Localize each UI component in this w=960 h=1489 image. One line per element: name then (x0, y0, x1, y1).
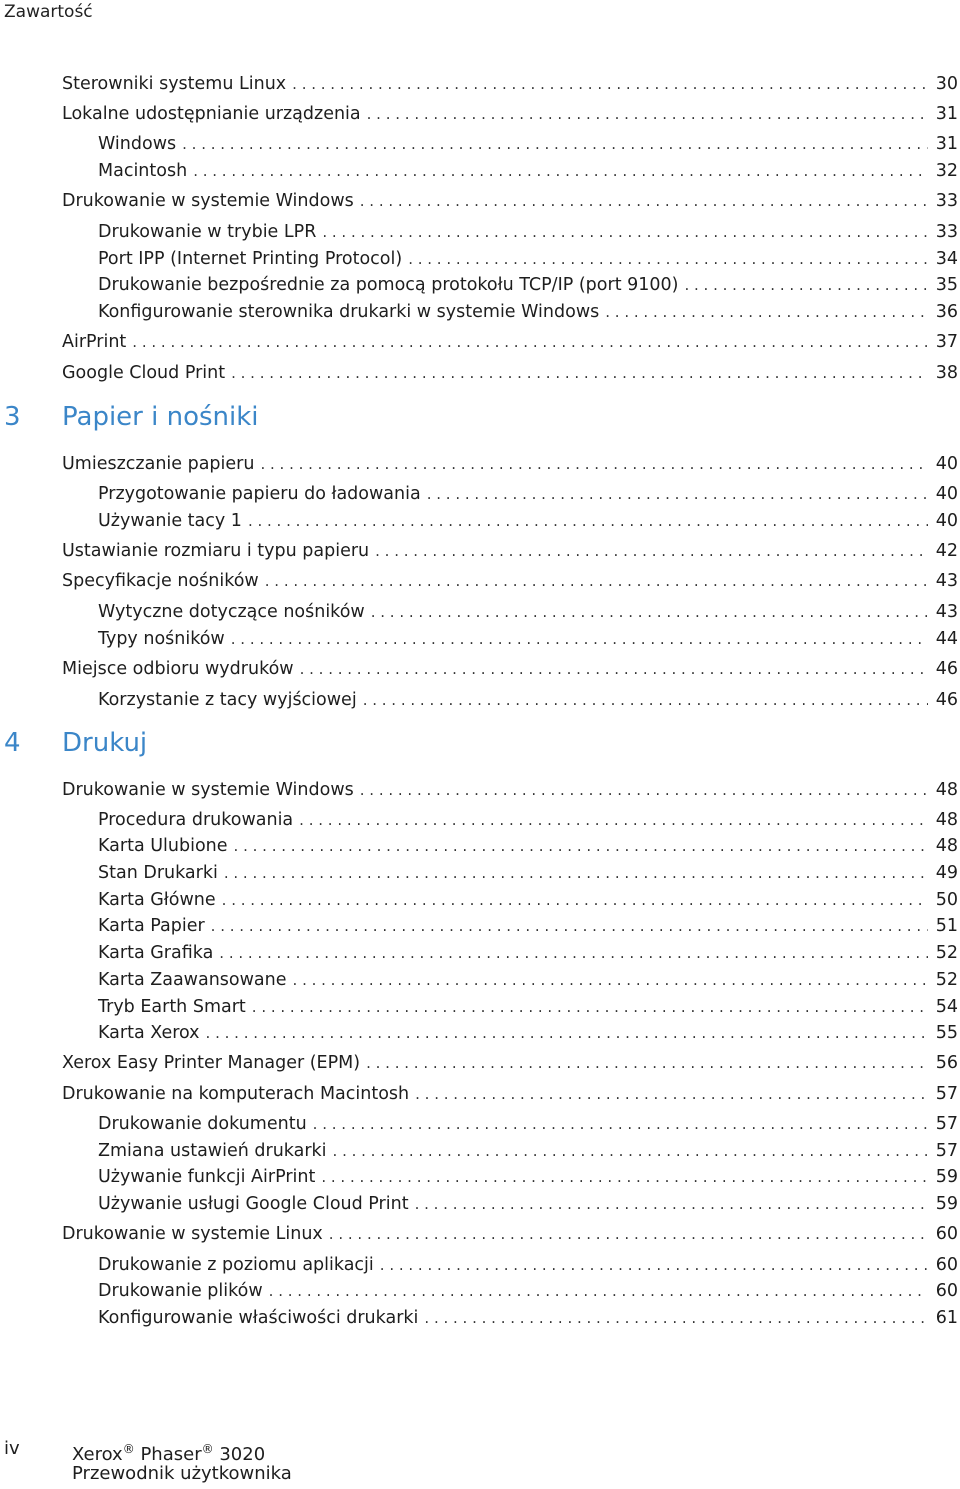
toc-entry-title: Używanie tacy 1 (98, 511, 242, 531)
leader-dots (211, 912, 928, 940)
toc-entry[interactable] (62, 187, 958, 215)
toc-entry-title: Karta Xerox (98, 1023, 200, 1043)
leader-dots (415, 1080, 928, 1108)
toc-entry-title: Wytyczne dotyczące nośników (98, 602, 365, 622)
toc-entry-title: Konfigurowanie właściwości drukarki (98, 1308, 419, 1328)
leader-dots (231, 359, 928, 387)
toc-page-number: 36 (935, 302, 958, 322)
toc-subentry[interactable] (98, 912, 958, 940)
toc-subentry[interactable] (98, 1110, 958, 1138)
leader-dots (293, 966, 928, 994)
toc-page-number: 34 (935, 249, 958, 269)
toc-entry-title: Drukowanie plików (98, 1281, 263, 1301)
leader-dots (269, 1277, 928, 1305)
toc-entry-title: Stan Drukarki (98, 863, 218, 883)
leader-dots (182, 130, 928, 158)
toc-entry-title: Karta Zaawansowane (98, 970, 287, 990)
toc-entry-title: Miejsce odbioru wydruków (62, 659, 294, 679)
toc-entry-title: Drukowanie na komputerach Macintosh (62, 1084, 410, 1104)
toc-subentry[interactable] (98, 686, 958, 714)
leader-dots (424, 1304, 928, 1332)
leader-dots (299, 806, 928, 834)
toc-subentry[interactable] (98, 886, 958, 914)
toc-entry-title: Google Cloud Print (62, 363, 226, 383)
toc-subentry[interactable] (98, 218, 958, 246)
toc-entry-title: Xerox Easy Printer Manager (EPM) (62, 1053, 361, 1073)
leader-dots (231, 625, 928, 653)
toc-entry[interactable] (62, 450, 958, 478)
toc-entry-title: Lokalne udostępnianie urządzenia (62, 104, 361, 124)
toc-entry-title: Drukowanie dokumentu (98, 1114, 307, 1134)
toc-subentry[interactable] (98, 993, 958, 1021)
toc-entry-title: Drukowanie w systemie Linux (62, 1224, 323, 1244)
leader-dots (367, 100, 928, 128)
leader-dots (380, 1251, 928, 1279)
toc-page-number: 48 (935, 810, 958, 830)
toc-entry-title: Karta Główne (98, 890, 216, 910)
toc-subentry[interactable] (98, 1251, 958, 1279)
chapter-heading[interactable] (0, 725, 960, 761)
leader-dots (415, 1190, 928, 1218)
footer-page-number: iv (4, 1438, 20, 1459)
toc-subentry[interactable] (98, 625, 958, 653)
toc-subentry[interactable] (98, 832, 958, 860)
leader-dots (300, 655, 928, 683)
toc-subentry[interactable] (98, 966, 958, 994)
toc-subentry[interactable] (98, 298, 958, 326)
toc-page-number: 37 (935, 332, 958, 352)
toc-entry-title: Typy nośników (98, 629, 225, 649)
toc-page-number: 55 (935, 1023, 958, 1043)
leader-dots (371, 598, 928, 626)
toc-page-number: 46 (935, 690, 958, 710)
footer-subtitle: Przewodnik użytkownika (72, 1463, 292, 1484)
leader-dots (605, 298, 928, 326)
toc-subentry[interactable] (98, 271, 958, 299)
registered-mark: ® (201, 1442, 214, 1456)
toc-entry-title: Windows (98, 134, 177, 154)
toc-page-number: 40 (935, 484, 958, 504)
footer-brand: Xerox (72, 1444, 123, 1465)
leader-dots (333, 1137, 928, 1165)
toc-page-number: 60 (935, 1224, 958, 1244)
toc-page-number: 54 (935, 997, 958, 1017)
toc-subentry[interactable] (98, 859, 958, 887)
toc-entry-title: Karta Grafika (98, 943, 214, 963)
leader-dots (292, 70, 928, 98)
toc-entry-title: Drukowanie w systemie Windows (62, 780, 354, 800)
toc-entry-title: Umieszczanie papieru (62, 454, 255, 474)
toc-page-number: 35 (935, 275, 958, 295)
toc-entry[interactable] (62, 328, 958, 356)
registered-mark: ® (122, 1442, 135, 1456)
toc-page-number: 32 (935, 161, 958, 181)
toc-entry-title: Macintosh (98, 161, 188, 181)
toc-entry[interactable] (62, 70, 958, 98)
toc-subentry[interactable] (98, 157, 958, 185)
toc-entry[interactable] (62, 776, 958, 804)
toc-page-number: 59 (935, 1194, 958, 1214)
leader-dots (329, 1220, 928, 1248)
toc-subentry[interactable] (98, 1137, 958, 1165)
toc-page-number: 43 (935, 602, 958, 622)
toc-entry-title: Korzystanie z tacy wyjściowej (98, 690, 357, 710)
toc-page-number: 43 (935, 571, 958, 591)
chapter-heading[interactable] (0, 399, 960, 435)
toc-page-number: 59 (935, 1167, 958, 1187)
leader-dots (427, 480, 928, 508)
page-header-title: Zawartość (4, 2, 93, 22)
leader-dots (360, 776, 928, 804)
toc-page-number: 48 (935, 780, 958, 800)
leader-dots (224, 859, 928, 887)
toc-entry[interactable] (62, 1080, 958, 1108)
toc-page-number: 46 (935, 659, 958, 679)
toc-page-number: 50 (935, 890, 958, 910)
leader-dots (234, 832, 928, 860)
toc-entry-title: Drukowanie z poziomu aplikacji (98, 1255, 374, 1275)
toc-subentry[interactable] (98, 507, 958, 535)
leader-dots (321, 1163, 928, 1191)
toc-entry-title: Tryb Earth Smart (98, 997, 246, 1017)
toc-entry-title: Ustawianie rozmiaru i typu papieru (62, 541, 370, 561)
leader-dots (366, 1049, 928, 1077)
leader-dots (363, 686, 928, 714)
toc-page-number: 30 (935, 74, 958, 94)
chapter-number: 4 (4, 728, 21, 758)
leader-dots (222, 886, 928, 914)
leader-dots (313, 1110, 928, 1138)
toc-subentry[interactable] (98, 598, 958, 626)
toc-entry[interactable] (62, 1049, 958, 1077)
leader-dots (360, 187, 928, 215)
toc-entry-title: Drukowanie w systemie Windows (62, 191, 354, 211)
toc-page-number: 40 (935, 511, 958, 531)
toc-entry-title: Karta Papier (98, 916, 205, 936)
toc-entry-title: Drukowanie w trybie LPR (98, 222, 317, 242)
toc-subentry[interactable] (98, 1277, 958, 1305)
toc-entry-title: Port IPP (Internet Printing Protocol) (98, 249, 403, 269)
toc-page-number: 52 (935, 943, 958, 963)
toc-subentry[interactable] (98, 806, 958, 834)
leader-dots (252, 993, 928, 1021)
toc-entry[interactable] (62, 567, 958, 595)
toc-subentry[interactable] (98, 1190, 958, 1218)
toc-page-number: 57 (935, 1084, 958, 1104)
toc-subentry[interactable] (98, 939, 958, 967)
toc-page-number: 33 (935, 222, 958, 242)
toc-subentry[interactable] (98, 1163, 958, 1191)
toc-page-number: 31 (935, 134, 958, 154)
chapter-title: Drukuj (62, 728, 148, 758)
toc-page-number: 40 (935, 454, 958, 474)
toc-page-number: 56 (935, 1053, 958, 1073)
toc-entry[interactable] (62, 1220, 958, 1248)
toc-page-number: 60 (935, 1255, 958, 1275)
toc-page-number: 57 (935, 1141, 958, 1161)
toc-subentry[interactable] (98, 245, 958, 273)
toc-page-number: 60 (935, 1281, 958, 1301)
toc-entry-title: Specyfikacje nośników (62, 571, 259, 591)
leader-dots (248, 507, 928, 535)
toc-page-number: 38 (935, 363, 958, 383)
toc-page-number: 42 (935, 541, 958, 561)
toc-subentry[interactable] (98, 1304, 958, 1332)
leader-dots (265, 567, 928, 595)
leader-dots (322, 218, 928, 246)
toc-page-number: 51 (935, 916, 958, 936)
toc-page-number: 44 (935, 629, 958, 649)
toc-entry-title: Karta Ulubione (98, 836, 228, 856)
toc-page-number: 33 (935, 191, 958, 211)
leader-dots (408, 245, 928, 273)
leader-dots (260, 450, 928, 478)
leader-dots (193, 157, 928, 185)
chapter-number: 3 (4, 402, 21, 432)
leader-dots (206, 1019, 928, 1047)
toc-page-number: 31 (935, 104, 958, 124)
toc-entry-title: Zmiana ustawień drukarki (98, 1141, 327, 1161)
toc-page-number: 48 (935, 836, 958, 856)
leader-dots (375, 537, 928, 565)
toc-entry-title: Konfigurowanie sterownika drukarki w systemie Windows (98, 302, 600, 322)
leader-dots (132, 328, 928, 356)
toc-subentry[interactable] (98, 130, 958, 158)
toc-page-number: 49 (935, 863, 958, 883)
toc-entry-title: Sterowniki systemu Linux (62, 74, 287, 94)
toc-entry[interactable] (62, 359, 958, 387)
toc-subentry[interactable] (98, 1019, 958, 1047)
chapter-title: Papier i nośniki (62, 402, 259, 432)
toc-entry-title: AirPrint (62, 332, 127, 352)
toc-entry[interactable] (62, 100, 958, 128)
toc-entry-title: Drukowanie bezpośrednie za pomocą protokołu TCP/IP (port 9100) (98, 275, 679, 295)
toc-entry-title: Procedura drukowania (98, 810, 294, 830)
footer-model: 3020 (219, 1444, 266, 1465)
toc-entry-title: Używanie usługi Google Cloud Print (98, 1194, 409, 1214)
toc-page-number: 52 (935, 970, 958, 990)
toc-page-number: 61 (935, 1308, 958, 1328)
footer-product: Phaser (140, 1444, 202, 1465)
toc-entry[interactable] (62, 655, 958, 683)
toc-subentry[interactable] (98, 480, 958, 508)
toc-entry-title: Używanie funkcji AirPrint (98, 1167, 316, 1187)
toc-entry-title: Przygotowanie papieru do ładowania (98, 484, 421, 504)
leader-dots (219, 939, 928, 967)
toc-page-number: 57 (935, 1114, 958, 1134)
toc-entry[interactable] (62, 537, 958, 565)
leader-dots (684, 271, 928, 299)
